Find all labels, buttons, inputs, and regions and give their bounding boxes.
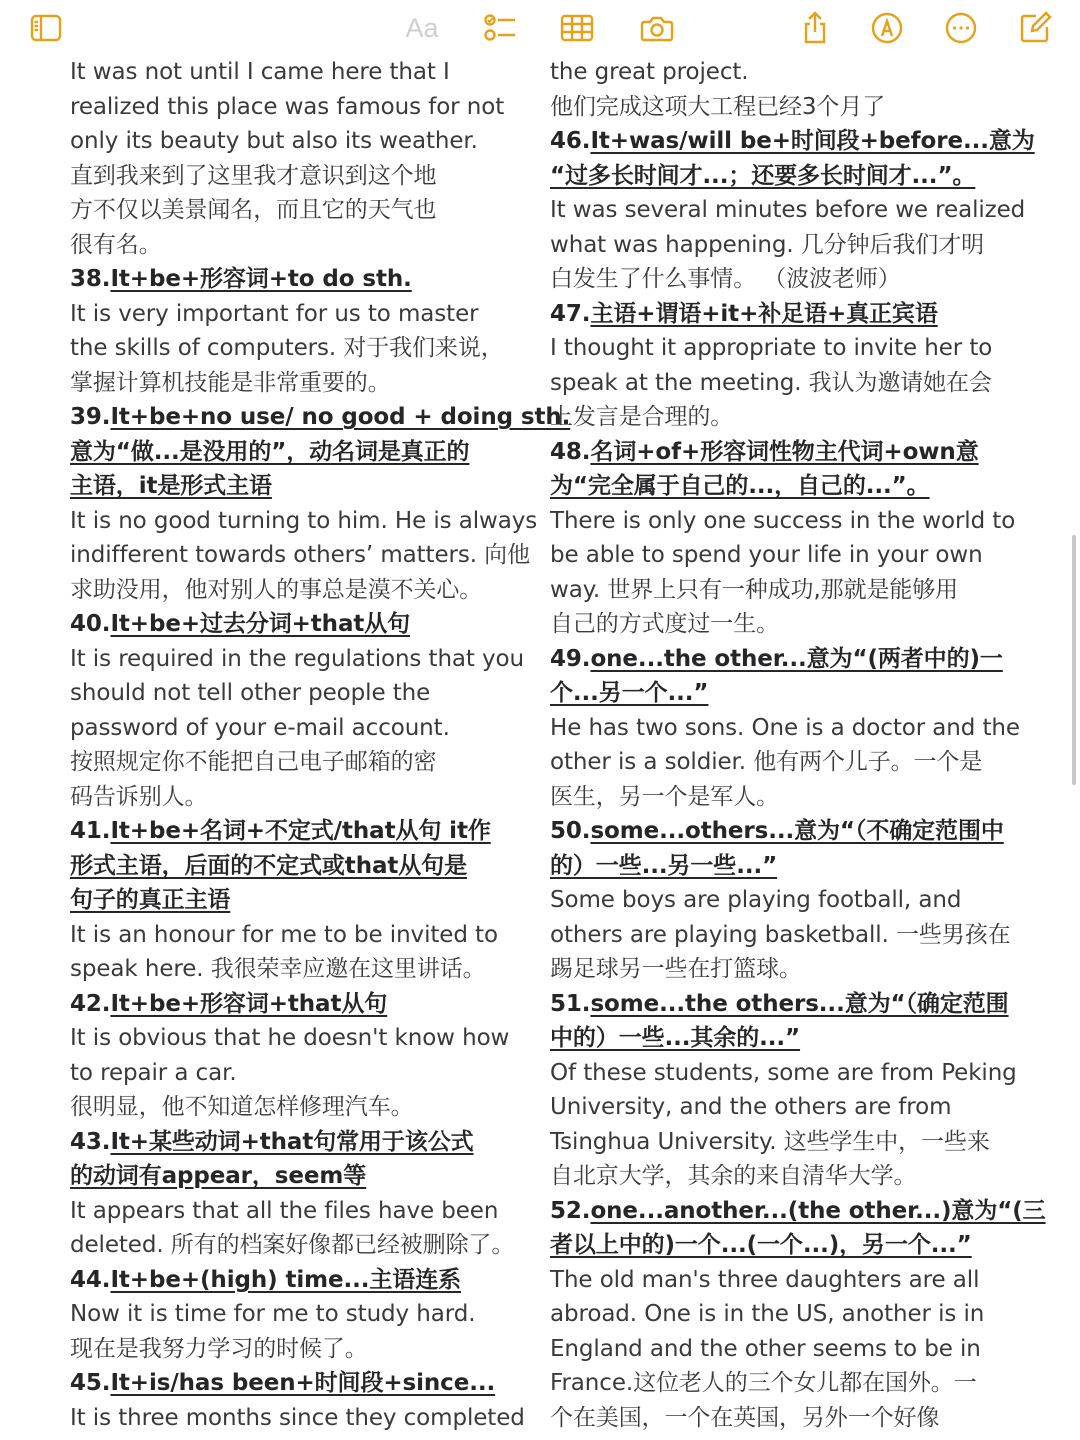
heading-text: 中的）一些...其余的...” bbox=[550, 1025, 801, 1051]
heading-text: 名词+of+形容词性物主代词+own意 bbox=[590, 438, 979, 465]
heading-number: 52. bbox=[550, 1197, 591, 1224]
heading-line bbox=[550, 297, 1020, 332]
heading-text: 的动词有appear，seem等 bbox=[70, 1163, 367, 1189]
note-column-right[interactable] bbox=[550, 55, 1046, 1435]
heading-text: It+be+名词+不定式/that从句 it作 bbox=[110, 818, 491, 844]
heading-line bbox=[550, 676, 1020, 711]
note-text-line: Tsinghua University. 这些学生中，一些来 bbox=[550, 1128, 990, 1155]
compose-icon[interactable] bbox=[1015, 8, 1055, 48]
note-text-line: It was not until I came here that I bbox=[70, 59, 450, 85]
note-text-line: indifferent towards others’ matters. 向他 bbox=[70, 542, 530, 568]
heading-number: 38. bbox=[70, 266, 111, 292]
heading-line bbox=[70, 607, 540, 642]
heading-text: It+be+no use/ no good + doing sth. bbox=[110, 404, 571, 430]
note-text-line: password of your e-mail account. bbox=[70, 714, 450, 741]
note-text-line: 白发生了什么事情。 （波波老师） bbox=[550, 266, 901, 292]
heading-number: 51. bbox=[550, 990, 591, 1017]
note-text-line: Now it is time for me to study hard. bbox=[70, 1301, 476, 1327]
note-text-line: deleted. 所有的档案好像都已经被删除了。 bbox=[70, 1232, 515, 1258]
heading-text: It+be+(high) time...主语连系 bbox=[110, 1266, 461, 1293]
note-text-line: England and the other seems to be in bbox=[550, 1335, 981, 1362]
heading-number: 47. bbox=[550, 300, 591, 327]
heading-text: 句子的真正主语 bbox=[70, 887, 231, 913]
heading-line bbox=[70, 400, 571, 435]
note-text-line: 踢足球另一些在打篮球。 bbox=[550, 956, 802, 982]
heading-text: one...another...(the other...)意为“(三 bbox=[590, 1197, 1046, 1224]
heading-text: It+was/will be+时间段+before...意为 bbox=[590, 128, 1035, 154]
heading-line bbox=[70, 814, 540, 849]
note-text-line: Of these students, some are from Peking bbox=[550, 1059, 1017, 1086]
note-text-line: speak at the meeting. 我认为邀请她在会 bbox=[550, 369, 992, 396]
note-text-line: 直到我来到了这里我才意识到这个地 bbox=[70, 162, 437, 189]
heading-line bbox=[550, 1194, 1046, 1229]
heading-text: 者以上中的)一个...(一个...)，另一个...” bbox=[550, 1232, 972, 1258]
heading-line bbox=[70, 883, 540, 918]
scrollbar[interactable] bbox=[1072, 535, 1076, 785]
note-text-line: It is no good turning to him. He is always bbox=[70, 507, 538, 534]
table-icon[interactable] bbox=[557, 8, 597, 48]
heading-line bbox=[70, 1366, 540, 1401]
note-text-line: France.这位老人的三个女儿都在国外。一 bbox=[550, 1370, 977, 1396]
note-text-line: 医生，另一个是军人。 bbox=[550, 783, 780, 810]
heading-text: some...the others...意为“（确定范围 bbox=[590, 990, 1009, 1017]
heading-line bbox=[70, 435, 540, 470]
heading-text: 的）一些...另一些...” bbox=[550, 852, 778, 879]
heading-number: 42. bbox=[70, 990, 111, 1017]
notes-toolbar bbox=[0, 0, 1080, 56]
heading-text: one...the other...意为“(两者中的)一 bbox=[590, 645, 1003, 672]
heading-text: “过多长时间才...；还要多长时间才...”。 bbox=[550, 162, 976, 189]
note-text-line: what was happening. 几分钟后我们才明 bbox=[550, 231, 984, 258]
heading-line bbox=[550, 1228, 1020, 1263]
note-text-line: 很明显，他不知道怎样修理汽车。 bbox=[70, 1094, 414, 1120]
heading-text: 主语，it是形式主语 bbox=[70, 473, 272, 499]
heading-line bbox=[550, 642, 1020, 677]
note-text-line: 方不仅以美景闻名，而且它的天气也 bbox=[70, 197, 437, 223]
note-text-line: It is obvious that he doesn't know how bbox=[70, 1025, 510, 1051]
heading-text: It+is/has been+时间段+since... bbox=[110, 1370, 496, 1396]
heading-number: 48. bbox=[550, 438, 591, 465]
heading-line bbox=[550, 1021, 1020, 1056]
note-text-line: way. 世界上只有一种成功,那就是能够用 bbox=[550, 576, 959, 603]
heading-line bbox=[70, 1159, 540, 1194]
note-text-line: only its beauty but also its weather. bbox=[70, 128, 478, 154]
heading-text: It+be+过去分词+that从句 bbox=[110, 611, 411, 637]
note-text-line: should not tell other people the bbox=[70, 680, 431, 706]
heading-line bbox=[550, 124, 1035, 159]
camera-icon[interactable] bbox=[637, 8, 677, 48]
heading-text: It+be+形容词+that从句 bbox=[110, 990, 388, 1017]
heading-line bbox=[550, 987, 1020, 1022]
format-icon[interactable]: Aa bbox=[405, 12, 439, 43]
note-text-line: I thought it appropriate to invite her to bbox=[550, 335, 993, 361]
heading-text: 形式主语，后面的不定式或that从句是 bbox=[70, 852, 467, 879]
heading-number: 50. bbox=[550, 818, 591, 844]
note-text-line: the skills of computers. 对于我们来说， bbox=[70, 335, 504, 361]
share-icon[interactable] bbox=[795, 8, 835, 48]
heading-text: 意为“做...是没用的”，动名词是真正的 bbox=[70, 438, 470, 465]
note-text-line: others are playing basketball. 一些男孩在 bbox=[550, 921, 1011, 948]
heading-number: 49. bbox=[550, 645, 591, 672]
heading-line bbox=[70, 987, 540, 1022]
heading-number: 39. bbox=[70, 404, 111, 430]
heading-number: 44. bbox=[70, 1266, 111, 1293]
heading-text: 为“完全属于自己的...，自己的...”。 bbox=[550, 473, 930, 499]
sidebar-icon[interactable] bbox=[26, 8, 66, 48]
heading-line bbox=[70, 469, 540, 504]
note-text-line: 按照规定你不能把自己电子邮箱的密 bbox=[70, 749, 437, 775]
heading-line bbox=[550, 814, 1020, 849]
note-text-line: 码告诉别人。 bbox=[70, 783, 208, 810]
note-text-line: It appears that all the files have been bbox=[70, 1197, 499, 1224]
heading-line bbox=[70, 262, 540, 297]
note-text-line: University, and the others are from bbox=[550, 1094, 952, 1120]
note-text-line: 求助没用，他对别人的事总是漠不关心。 bbox=[70, 576, 483, 603]
heading-number: 46. bbox=[550, 128, 591, 154]
note-text-line: 上发言是合理的。 bbox=[550, 404, 734, 430]
heading-line bbox=[550, 159, 1020, 194]
heading-line bbox=[550, 435, 1020, 470]
note-text-line: other is a soldier. 他有两个儿子。一个是 bbox=[550, 749, 983, 775]
heading-line bbox=[70, 849, 540, 884]
note-text-line: It is very important for us to master bbox=[70, 300, 479, 327]
note-text-line: 现在是我努力学习的时候了。 bbox=[70, 1335, 368, 1362]
note-text-line: speak here. 我很荣幸应邀在这里讲话。 bbox=[70, 956, 486, 982]
more-icon[interactable] bbox=[941, 8, 981, 48]
note-text-line: 个在美国，一个在英国，另外一个好像 bbox=[550, 1404, 940, 1431]
heading-line bbox=[70, 1125, 540, 1160]
note-text-line: be able to spend your life in your own bbox=[550, 542, 983, 568]
heading-number: 40. bbox=[70, 611, 111, 637]
checklist-icon[interactable] bbox=[480, 8, 520, 48]
heading-text: some...others...意为“（不确定范围中 bbox=[590, 818, 1004, 844]
note-text-line: 很有名。 bbox=[70, 231, 162, 258]
note-text-line: 掌握计算机技能是非常重要的。 bbox=[70, 369, 391, 396]
heading-text: 主语+谓语+it+补足语+真正宾语 bbox=[590, 300, 938, 327]
heading-text: 个...另一个...” bbox=[550, 680, 709, 706]
heading-text: It+某些动词+that句常用于该公式 bbox=[110, 1128, 474, 1155]
note-text-line: 自己的方式度过一生。 bbox=[550, 611, 780, 637]
heading-line bbox=[550, 849, 1020, 884]
markup-icon[interactable] bbox=[867, 8, 907, 48]
heading-text: It+be+形容词+to do sth. bbox=[110, 266, 412, 292]
note-text-line: It was several minutes before we realized bbox=[550, 197, 1026, 223]
note-text-line: It is an honour for me to be invited to bbox=[70, 921, 498, 948]
heading-number: 43. bbox=[70, 1128, 111, 1155]
note-text-line: There is only one success in the world to bbox=[550, 507, 1016, 534]
note-text-line: It is three months since they completed bbox=[70, 1404, 525, 1431]
heading-number: 45. bbox=[70, 1370, 111, 1396]
note-text-line: Some boys are playing football, and bbox=[550, 887, 962, 913]
heading-line bbox=[550, 469, 1020, 504]
note-text-line: 他们完成这项大工程已经3个月了 bbox=[550, 93, 886, 120]
note-text-line: He has two sons. One is a doctor and the bbox=[550, 714, 1020, 741]
note-text-line: The old man's three daughters are all bbox=[550, 1266, 980, 1293]
note-text-line: 自北京大学，其余的来自清华大学。 bbox=[550, 1163, 917, 1189]
heading-number: 41. bbox=[70, 818, 111, 844]
note-text-line: the great project. bbox=[550, 59, 749, 85]
note-text-line: to repair a car. bbox=[70, 1059, 237, 1086]
note-text-line: realized this place was famous for not bbox=[70, 93, 505, 120]
heading-line bbox=[70, 1263, 540, 1298]
note-text-line: abroad. One is in the US, another is in bbox=[550, 1301, 985, 1327]
note-text-line: It is required in the regulations that you bbox=[70, 645, 525, 672]
